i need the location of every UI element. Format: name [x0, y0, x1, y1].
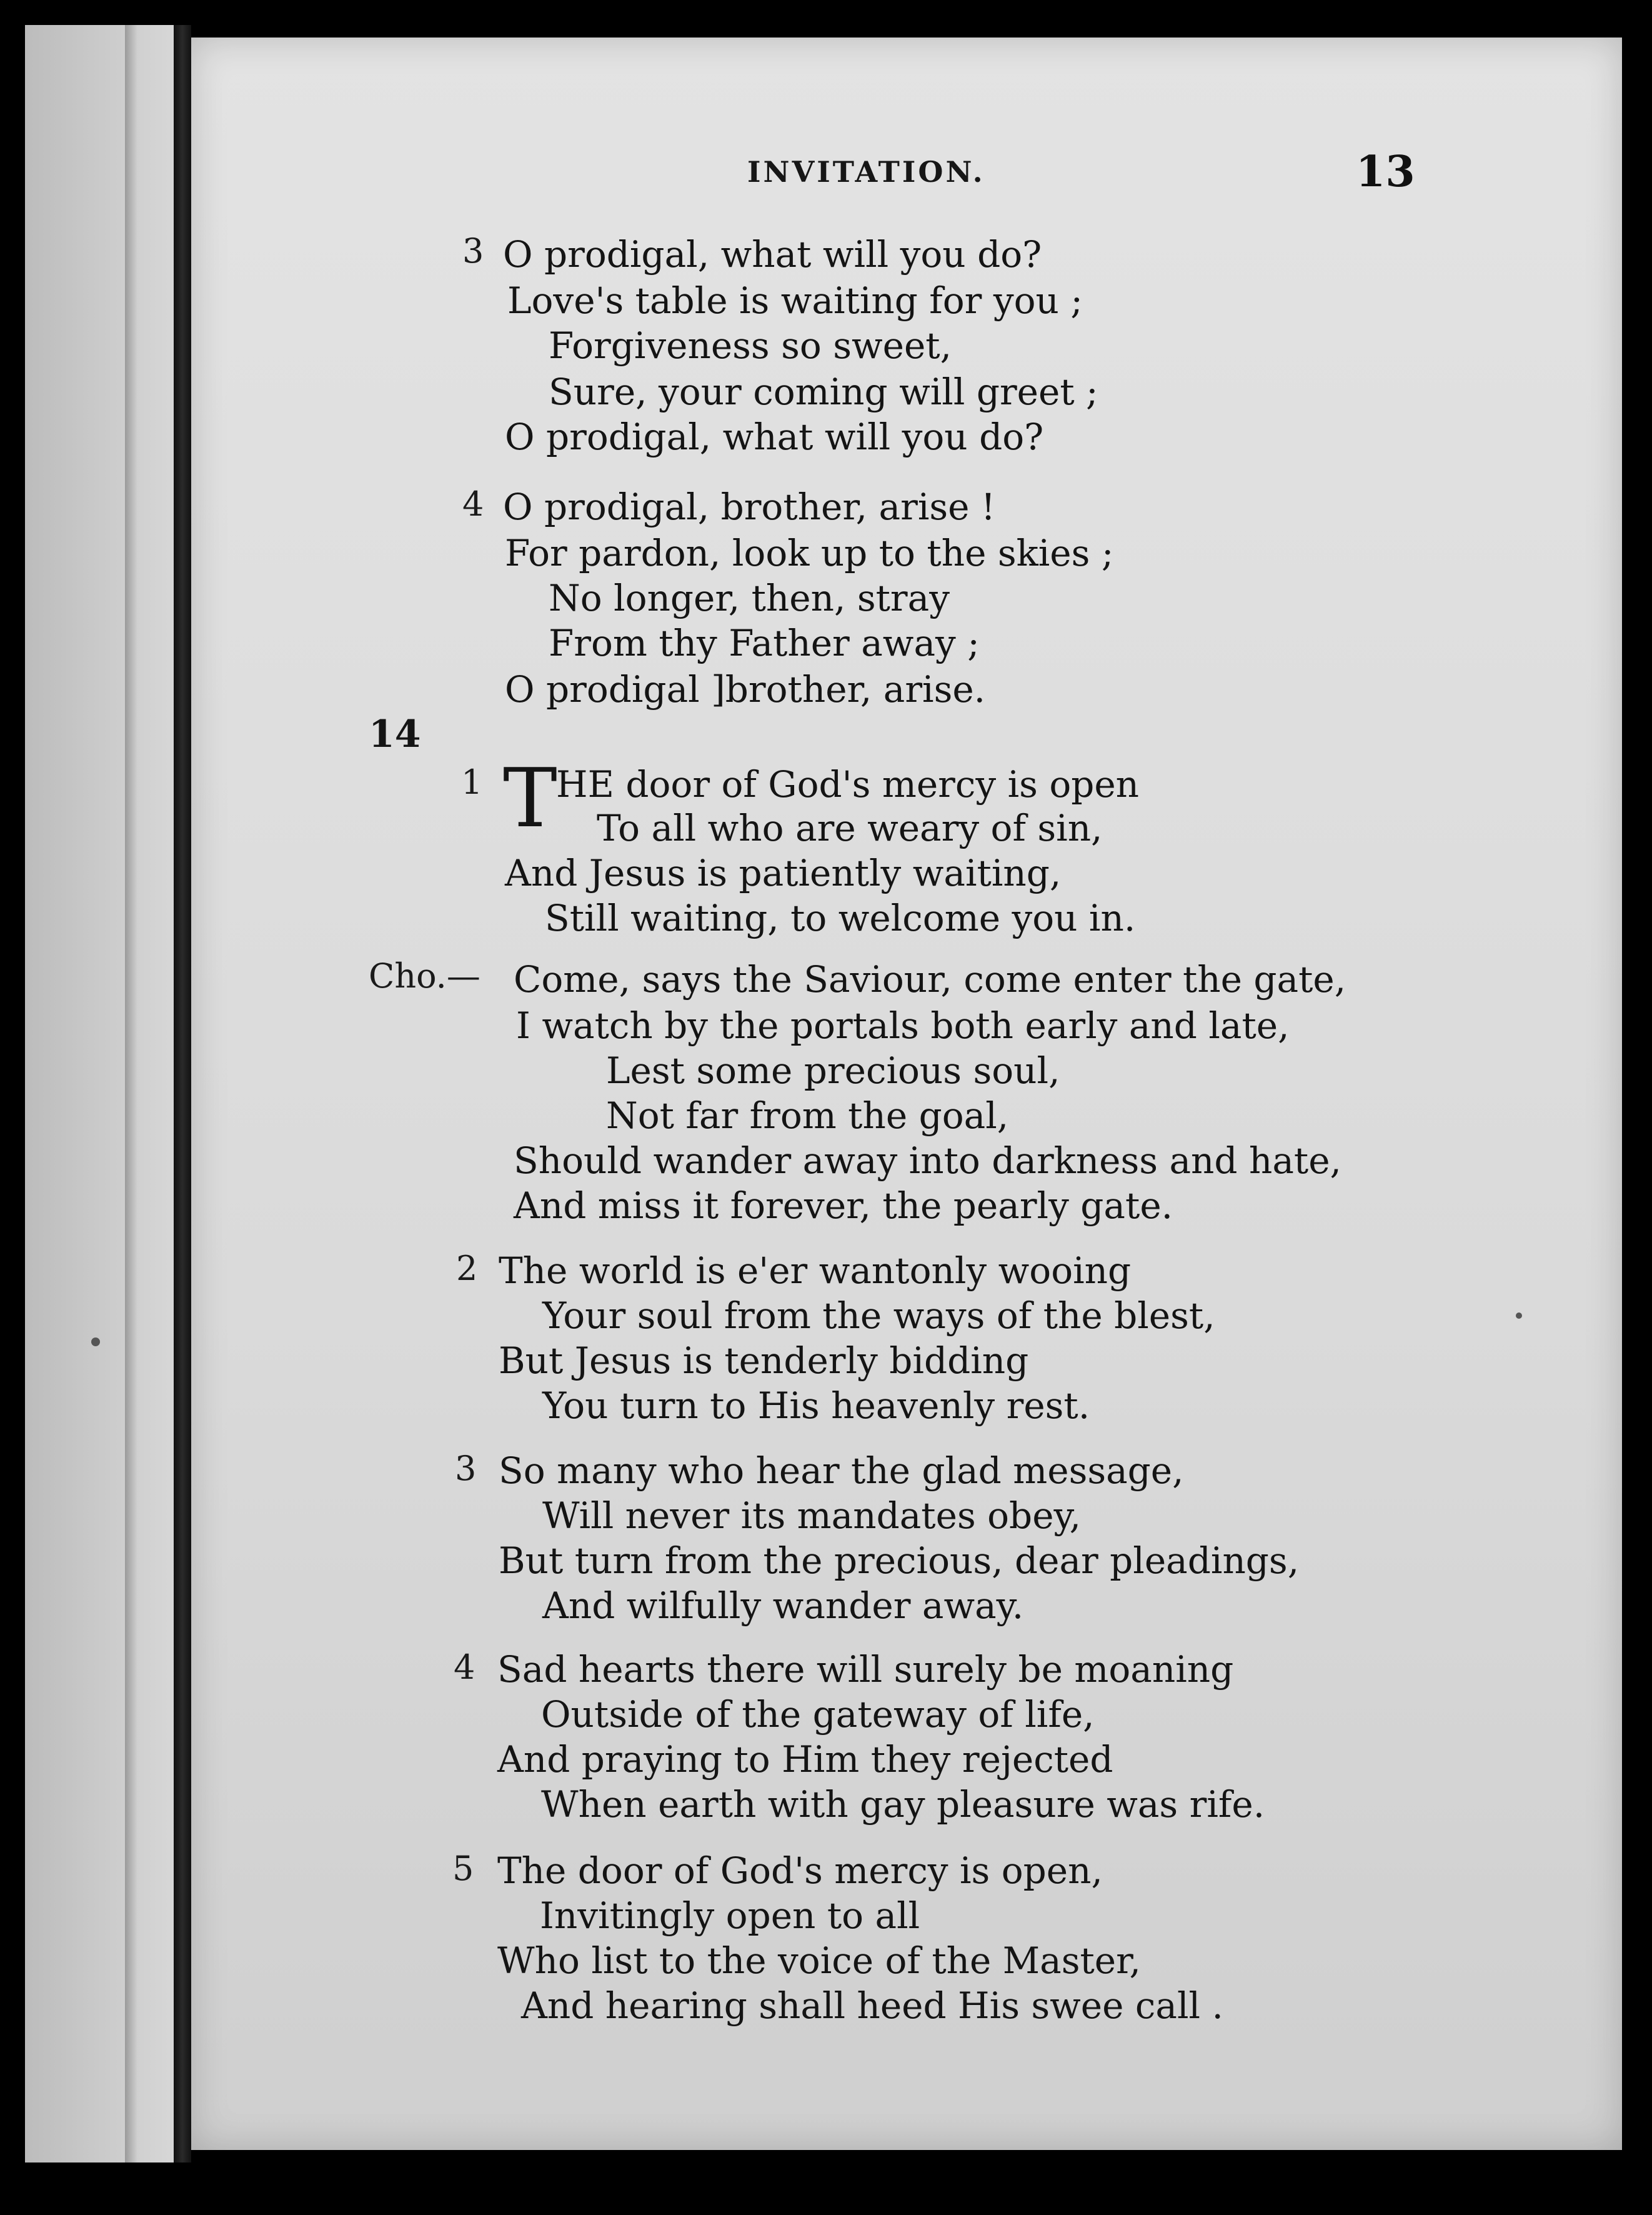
verse-line: And praying to Him they rejected	[497, 1738, 1113, 1781]
ink-spot	[91, 1338, 100, 1346]
verse-line: From thy Father away ;	[549, 622, 980, 664]
chorus-line: Not far from the goal,	[606, 1094, 1009, 1137]
verse-line: Sure, your coming will greet ;	[549, 371, 1098, 413]
verse-line: And wilfully wander away.	[542, 1584, 1024, 1627]
verse-number: 3	[462, 231, 484, 271]
verse-line: The world is e'er wantonly wooing	[499, 1249, 1132, 1292]
verse-line: But turn from the precious, dear pleadings,	[499, 1539, 1300, 1582]
chorus-line: And miss it forever, the pearly gate.	[514, 1184, 1173, 1227]
verse-line: Outside of the gateway of life,	[541, 1693, 1095, 1736]
verse-number: 4	[454, 1648, 475, 1687]
verse-line: Sad hearts there will surely be moaning	[497, 1648, 1234, 1691]
verse-line: The door of God's mercy is open,	[497, 1849, 1103, 1892]
verse-line: Invitingly open to all	[540, 1894, 920, 1937]
verse-line: And hearing shall heed His swee call .	[521, 1984, 1223, 2027]
verse-line: Still waiting, to welcome you in.	[545, 897, 1136, 939]
verse-line: Love's table is waiting for you ;	[507, 279, 1083, 322]
ink-spot	[1516, 1312, 1522, 1319]
verse-line: HE door of God's mercy is open	[556, 763, 1140, 806]
verse-line: Who list to the voice of the Master,	[497, 1939, 1141, 1982]
verse-number: 1	[461, 762, 483, 802]
chorus-label: Cho.—	[369, 956, 480, 996]
verse-number: 3	[455, 1449, 477, 1488]
verse-number: 5	[452, 1849, 474, 1888]
chorus-line: Should wander away into darkness and hate,	[514, 1139, 1341, 1182]
verse-line: To all who are weary of sin,	[597, 807, 1103, 849]
drop-cap: T	[503, 751, 557, 846]
verse-line: You turn to His heavenly rest.	[542, 1384, 1090, 1427]
verse-number: 4	[462, 484, 484, 524]
verse-line: O prodigal, what will you do?	[505, 416, 1044, 458]
verse-line: For pardon, look up to the skies ;	[505, 532, 1114, 574]
verse-line: But Jesus is tenderly bidding	[499, 1339, 1029, 1382]
verse-line: And Jesus is patiently waiting,	[505, 852, 1062, 894]
verse-line: O prodigal, what will you do?	[503, 233, 1042, 276]
facing-page	[25, 25, 181, 2162]
chorus-line: Lest some precious soul,	[606, 1049, 1060, 1092]
chorus-line: Come, says the Saviour, come enter the gate,	[514, 958, 1346, 1001]
page-number: 13	[1356, 147, 1415, 197]
verse-line: O prodigal, brother, arise !	[503, 486, 996, 528]
book-gutter	[174, 25, 191, 2162]
facing-page-edge	[125, 25, 137, 2162]
verse-line: No longer, then, stray	[549, 577, 950, 619]
verse-line: So many who hear the glad message,	[499, 1449, 1184, 1492]
section-title: INVITATION.	[747, 155, 985, 189]
hymn-number: 14	[369, 712, 421, 756]
verse-line: Will never its mandates obey,	[542, 1494, 1082, 1537]
chorus-line: I watch by the portals both early and late,	[516, 1004, 1290, 1047]
running-head	[0, 112, 1652, 197]
verse-number: 2	[456, 1249, 478, 1288]
verse-line: When earth with gay pleasure was rife.	[541, 1783, 1265, 1826]
verse-line: Forgiveness so sweet,	[549, 324, 952, 367]
verse-line: O prodigal ]brother, arise.	[505, 668, 986, 711]
verse-line: Your soul from the ways of the blest,	[542, 1294, 1215, 1337]
